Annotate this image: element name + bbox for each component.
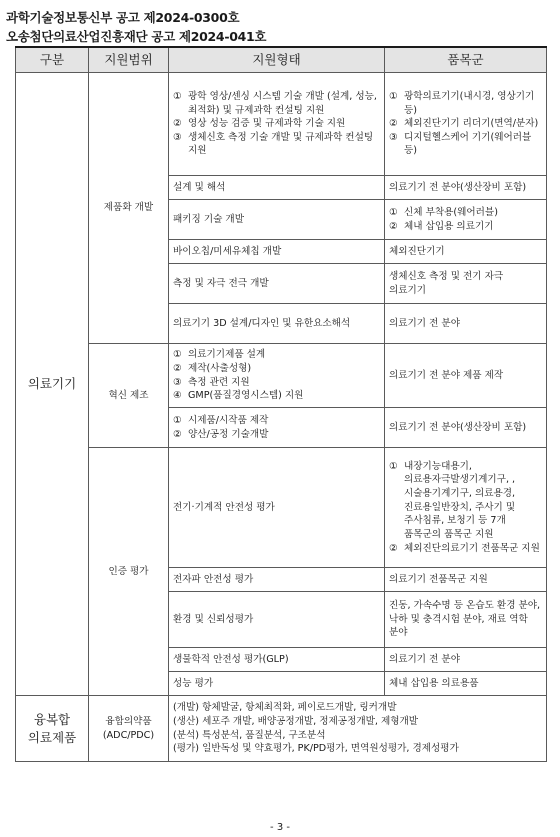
list-item	[173, 389, 380, 403]
item-number: ④	[173, 390, 182, 402]
item-text: 체외진단기기 리더기(면역/분자)	[404, 118, 539, 130]
list-item	[389, 460, 542, 542]
scope-certification-evaluation: 인증 평가	[89, 448, 169, 696]
items-cell: 의료기기 전 분야(생산장비 포함)	[385, 176, 547, 200]
fusion-type-list	[173, 701, 542, 755]
item-text: 체외진단의료기기 전품목군 지원	[404, 542, 540, 554]
list-item	[389, 220, 542, 234]
item-number: ③	[173, 131, 182, 143]
table-row	[16, 696, 547, 762]
type-cell: 전자파 안전성 평가	[169, 568, 385, 592]
items-cell: 의료기기 전 분야	[385, 648, 547, 672]
type-cell: 패키징 기술 개발	[169, 200, 385, 240]
col-header-scope: 지원범위	[89, 47, 169, 73]
items-cell: 의료기기 전 분야	[385, 304, 547, 344]
fusion-type-label: (분석)	[173, 729, 200, 741]
list-item	[173, 362, 380, 376]
numbered-list	[173, 414, 380, 441]
support-table	[15, 46, 547, 762]
item-text: 시제품/시작품 제작	[188, 414, 269, 426]
item-number: ①	[389, 460, 398, 472]
items-cell	[385, 200, 547, 240]
items-cell	[385, 448, 547, 568]
table-row	[16, 344, 547, 408]
type-cell	[169, 344, 385, 408]
item-number: ③	[173, 376, 182, 388]
list-item	[389, 206, 542, 220]
type-cell	[169, 73, 385, 176]
fusion-type-cell	[169, 696, 547, 762]
type-cell: 의료기기 3D 설계/디자인 및 유한요소해석	[169, 304, 385, 344]
list-item	[389, 131, 542, 158]
item-text: GMP(품질경영시스템) 지원	[188, 390, 304, 402]
type-cell	[169, 408, 385, 448]
numbered-list	[173, 348, 380, 402]
type-cell: 전기·기계적 안전성 평가	[169, 448, 385, 568]
item-text: 체내 삽입용 의료기기	[404, 220, 494, 232]
items-cell: 생체신호 측정 및 전기 자극 의료기기	[385, 264, 547, 304]
list-item	[389, 90, 542, 117]
item-number: ②	[173, 362, 182, 374]
fusion-type-line	[173, 701, 542, 715]
item-text: 생체신호 측정 기술 개발 및 규제과학 컨설팅 지원	[188, 131, 374, 157]
item-number: ①	[389, 206, 398, 218]
scope-fusion-drug: 융합의약품 (ADC/PDC)	[89, 696, 169, 762]
table-row	[16, 448, 547, 568]
item-number: ②	[389, 118, 398, 130]
item-text: 디지털헬스케어 기기(웨어러블 등)	[404, 131, 532, 157]
items-cell: 의료기기 전 분야(생산장비 포함)	[385, 408, 547, 448]
type-cell: 바이오칩/미세유체칩 개발	[169, 240, 385, 264]
fusion-type-text: 특성분석, 품질분석, 구조분석	[199, 729, 326, 741]
items-cell: 의료기기 전 분야 제품 제작	[385, 344, 547, 408]
numbered-list	[389, 460, 542, 555]
item-text: 내장기능대용기, 의료용자극발생기계기구, , 시술용기계기구, 의료용경, 진료용일반장치, 주사기 및 주사침류, 보청기 등 7개 품목군의 품목군 지원	[404, 460, 516, 540]
type-cell: 측정 및 자극 전극 개발	[169, 264, 385, 304]
col-header-category: 구분	[16, 47, 89, 73]
category-medical-device: 의료기기	[16, 73, 89, 696]
item-number: ②	[173, 118, 182, 130]
item-text: 영상 성능 검증 및 규제과학 기술 지원	[188, 118, 346, 130]
fusion-type-text: 일반독성 및 약효평가, PK/PD평가, 면역원성평가, 경제성평가	[199, 743, 459, 755]
scope-innovative-manufacturing: 혁신 제조	[89, 344, 169, 448]
list-item	[173, 348, 380, 362]
category-convergence-product: 융복합 의료제품	[16, 696, 89, 762]
scope-product-development: 제품화 개발	[89, 73, 169, 344]
item-text: 광학의료기기(내시경, 영상기기 등)	[404, 90, 535, 116]
table-row	[16, 73, 547, 176]
type-cell: 생물학적 안전성 평가(GLP)	[169, 648, 385, 672]
type-cell: 환경 및 신뢰성평가	[169, 592, 385, 648]
list-item	[389, 117, 542, 131]
fusion-type-line	[173, 729, 542, 743]
item-text: 양산/공정 기술개발	[188, 428, 269, 440]
page-number: - 3 -	[270, 822, 290, 833]
item-number: ①	[173, 349, 182, 361]
numbered-list	[389, 90, 542, 158]
list-item	[173, 428, 380, 442]
item-number: ①	[173, 414, 182, 426]
col-header-type: 지원형태	[169, 47, 385, 73]
item-text: 신체 부착용(웨어러블)	[404, 206, 498, 218]
list-item	[173, 117, 380, 131]
notice-line-foundation: 오송첨단의료산업진흥재단 공고 제2024-041호	[6, 29, 267, 44]
list-item	[173, 414, 380, 428]
col-header-items: 품목군	[385, 47, 547, 73]
item-number: ①	[389, 90, 398, 102]
item-text: 제작(사출성형)	[188, 362, 252, 374]
notice-line-ministry: 과학기술정보통신부 공고 제2024-0300호	[6, 10, 240, 25]
list-item	[173, 131, 380, 158]
items-cell	[385, 73, 547, 176]
item-number: ③	[389, 131, 398, 143]
fusion-type-text: 항체발굴, 항체최적화, 페이로드개발, 링커개발	[199, 702, 397, 714]
item-text: 광학 영상/센싱 시스템 기술 개발 (설계, 성능, 최적화) 및 규제과학 컨설팅 지원	[188, 90, 377, 116]
item-text: 의료기기제품 설계	[188, 349, 266, 361]
item-number: ①	[173, 90, 182, 102]
fusion-type-label: (개발)	[173, 702, 200, 714]
items-cell: 체내 삽입용 의료용품	[385, 672, 547, 696]
fusion-type-line	[173, 742, 542, 756]
list-item	[173, 90, 380, 117]
fusion-type-label: (평가)	[173, 743, 200, 755]
item-number: ②	[389, 220, 398, 232]
items-cell: 의료기기 전품목군 지원	[385, 568, 547, 592]
fusion-type-line	[173, 715, 542, 729]
item-text: 측정 관련 지원	[188, 376, 250, 388]
fusion-type-label: (생산)	[173, 715, 200, 727]
list-item	[173, 376, 380, 390]
type-cell: 성능 평가	[169, 672, 385, 696]
items-cell: 체외진단기기	[385, 240, 547, 264]
item-number: ②	[173, 428, 182, 440]
item-number: ②	[389, 542, 398, 554]
numbered-list	[173, 90, 380, 158]
numbered-list	[389, 206, 542, 233]
list-item	[389, 542, 542, 556]
table-header-row	[16, 47, 547, 73]
type-cell: 설계 및 해석	[169, 176, 385, 200]
items-cell: 진동, 가속수명 등 온습도 환경 분야, 낙하 및 충격시험 분야, 재료 역학 분야	[385, 592, 547, 648]
fusion-type-text: 세포주 개발, 배양공정개발, 정제공정개발, 제형개발	[199, 715, 419, 727]
